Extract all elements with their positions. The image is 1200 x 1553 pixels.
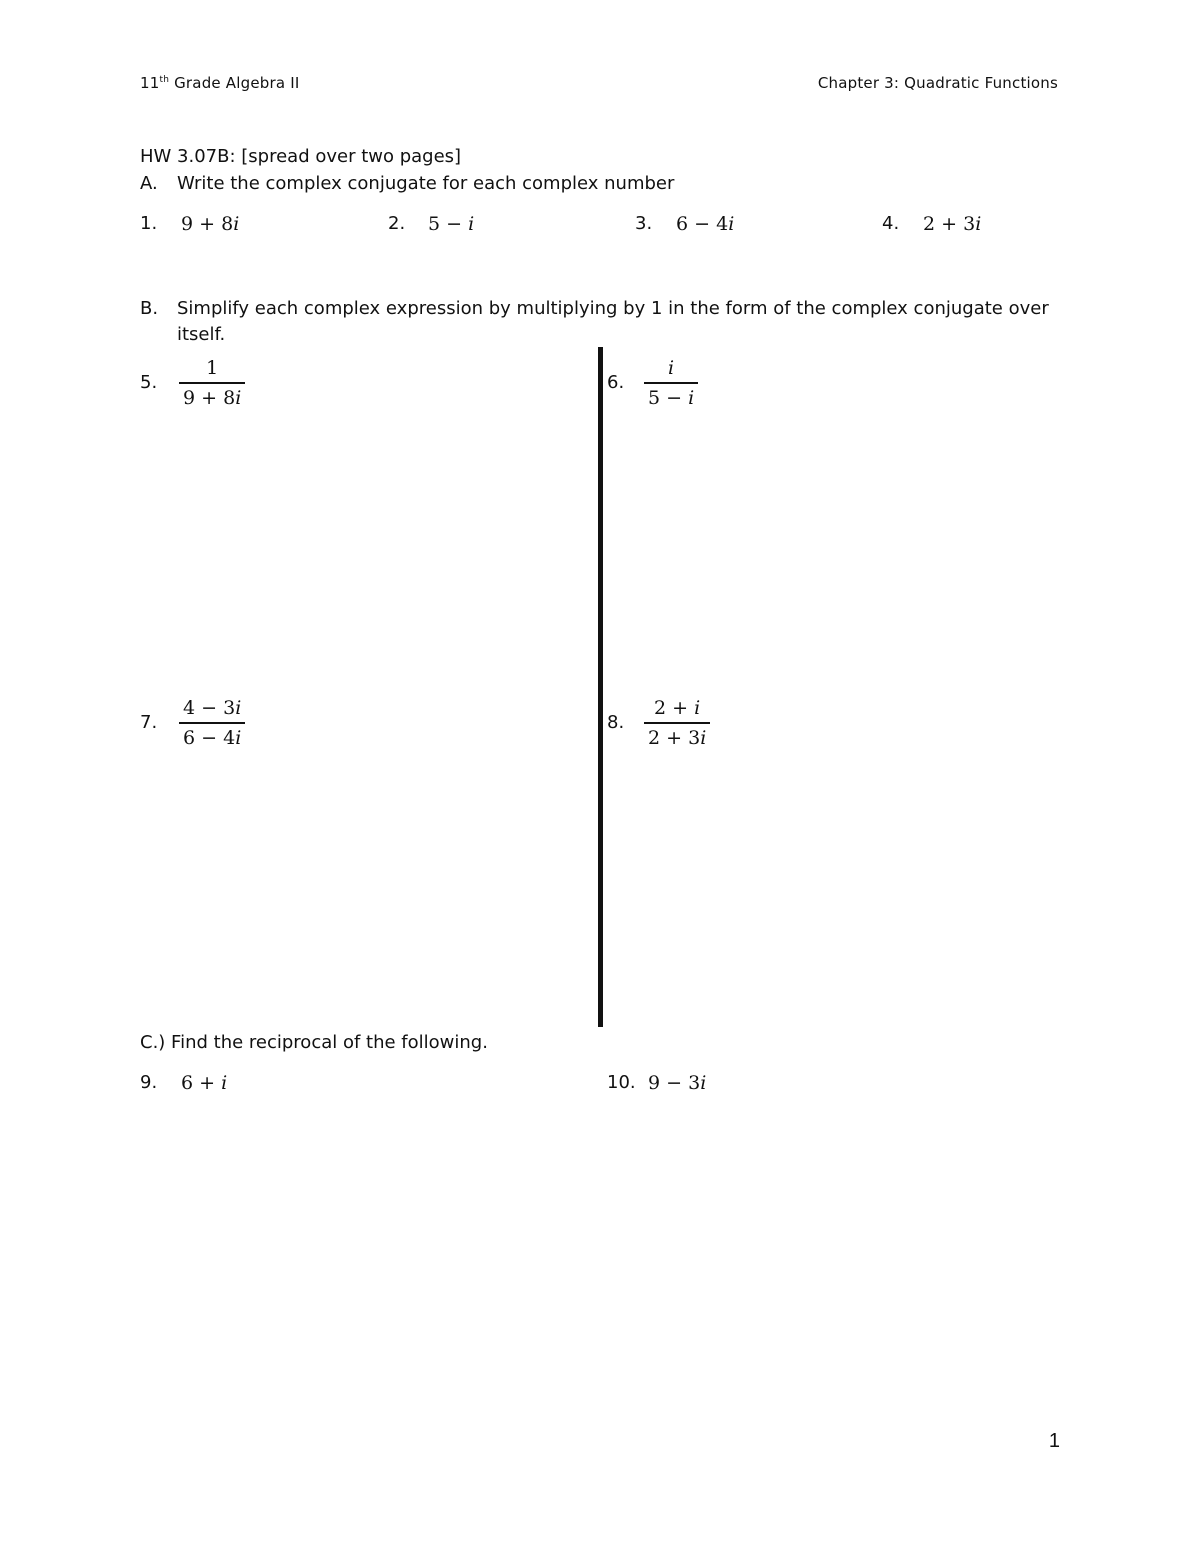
problem-8-num-real: 2 + [654, 697, 695, 719]
page-number: 1 [1048, 1430, 1060, 1452]
problem-8-denominator [644, 724, 710, 752]
problem-10-expr-real: 9 − 3 [648, 1072, 701, 1094]
problem-6-den-real: 5 − [648, 387, 689, 409]
problem-2-expr-imag: i [468, 213, 475, 235]
column-divider [598, 347, 603, 1027]
header-course-name: Grade Algebra II [169, 74, 300, 92]
problem-7-den-imag: i [235, 727, 242, 749]
problem-7-fraction [179, 694, 245, 752]
problem-5-den-real: 9 + 8 [183, 387, 236, 409]
section-b-instruction-line2: itself. [177, 324, 226, 345]
problem-2-expr-real: 5 − [428, 213, 469, 235]
problem-10-number: 10. [607, 1072, 636, 1093]
problem-8-number: 8. [607, 712, 625, 733]
problem-10-expr-imag: i [700, 1072, 707, 1094]
problem-8-den-real: 2 + 3 [648, 727, 701, 749]
section-b-label: B. [140, 298, 159, 319]
problem-1-number: 1. [140, 213, 158, 234]
problem-6-numerator [644, 354, 698, 382]
problem-3-expr-real: 6 − 4 [676, 213, 729, 235]
problem-4-expr-imag: i [975, 213, 982, 235]
problem-1-expr-real: 9 + 8 [181, 213, 234, 235]
problem-8-num-imag: i [694, 697, 701, 719]
problem-6-den-imag: i [688, 387, 695, 409]
problem-6-fraction [644, 354, 698, 412]
problem-8-fraction [644, 694, 710, 752]
problem-6-num-imag: i [668, 357, 675, 379]
problem-7-num-imag: i [235, 697, 242, 719]
problem-7-number: 7. [140, 712, 158, 733]
problem-1-expr-imag: i [233, 213, 240, 235]
problem-2-number: 2. [388, 213, 406, 234]
problem-9-expr-real: 6 + [181, 1072, 222, 1094]
problem-7-numerator [179, 694, 245, 722]
problem-5-numerator: 1 [206, 357, 219, 379]
problem-8-den-imag: i [700, 727, 707, 749]
problem-7-denominator [179, 724, 245, 752]
problem-3-expression [676, 213, 734, 235]
homework-title: HW 3.07B: [spread over two pages] [140, 146, 462, 167]
problem-2-expression [428, 213, 474, 235]
problem-3-expr-imag: i [728, 213, 735, 235]
section-b-instruction-line1: Simplify each complex expression by multiplying by 1 in the form of the complex conjugate over [177, 298, 1049, 319]
problem-5-number: 5. [140, 372, 158, 393]
problem-9-expr-imag: i [221, 1072, 228, 1094]
section-a-label: A. [140, 173, 158, 194]
problem-6-number: 6. [607, 372, 625, 393]
header-grade-suffix: th [159, 75, 170, 85]
header-course [140, 74, 299, 92]
problem-5-fraction [179, 354, 245, 412]
problem-4-expr-real: 2 + 3 [923, 213, 976, 235]
section-a-instruction: Write the complex conjugate for each complex number [177, 173, 675, 194]
problem-10-expression [648, 1072, 706, 1094]
section-c-instruction: C.) Find the reciprocal of the following. [140, 1032, 488, 1053]
problem-6-denominator [644, 384, 698, 412]
header-chapter: Chapter 3: Quadratic Functions [817, 74, 1058, 92]
problem-9-expression [181, 1072, 227, 1094]
problem-5-denominator [179, 384, 245, 412]
problem-5-den-imag: i [235, 387, 242, 409]
header-grade-number: 11 [140, 74, 160, 92]
problem-4-number: 4. [882, 213, 900, 234]
problem-3-number: 3. [635, 213, 653, 234]
problem-7-den-real: 6 − 4 [183, 727, 236, 749]
problem-7-num-real: 4 − 3 [183, 697, 236, 719]
problem-8-numerator [644, 694, 710, 722]
problem-1-expression [181, 213, 239, 235]
problem-9-number: 9. [140, 1072, 158, 1093]
problem-4-expression [923, 213, 981, 235]
